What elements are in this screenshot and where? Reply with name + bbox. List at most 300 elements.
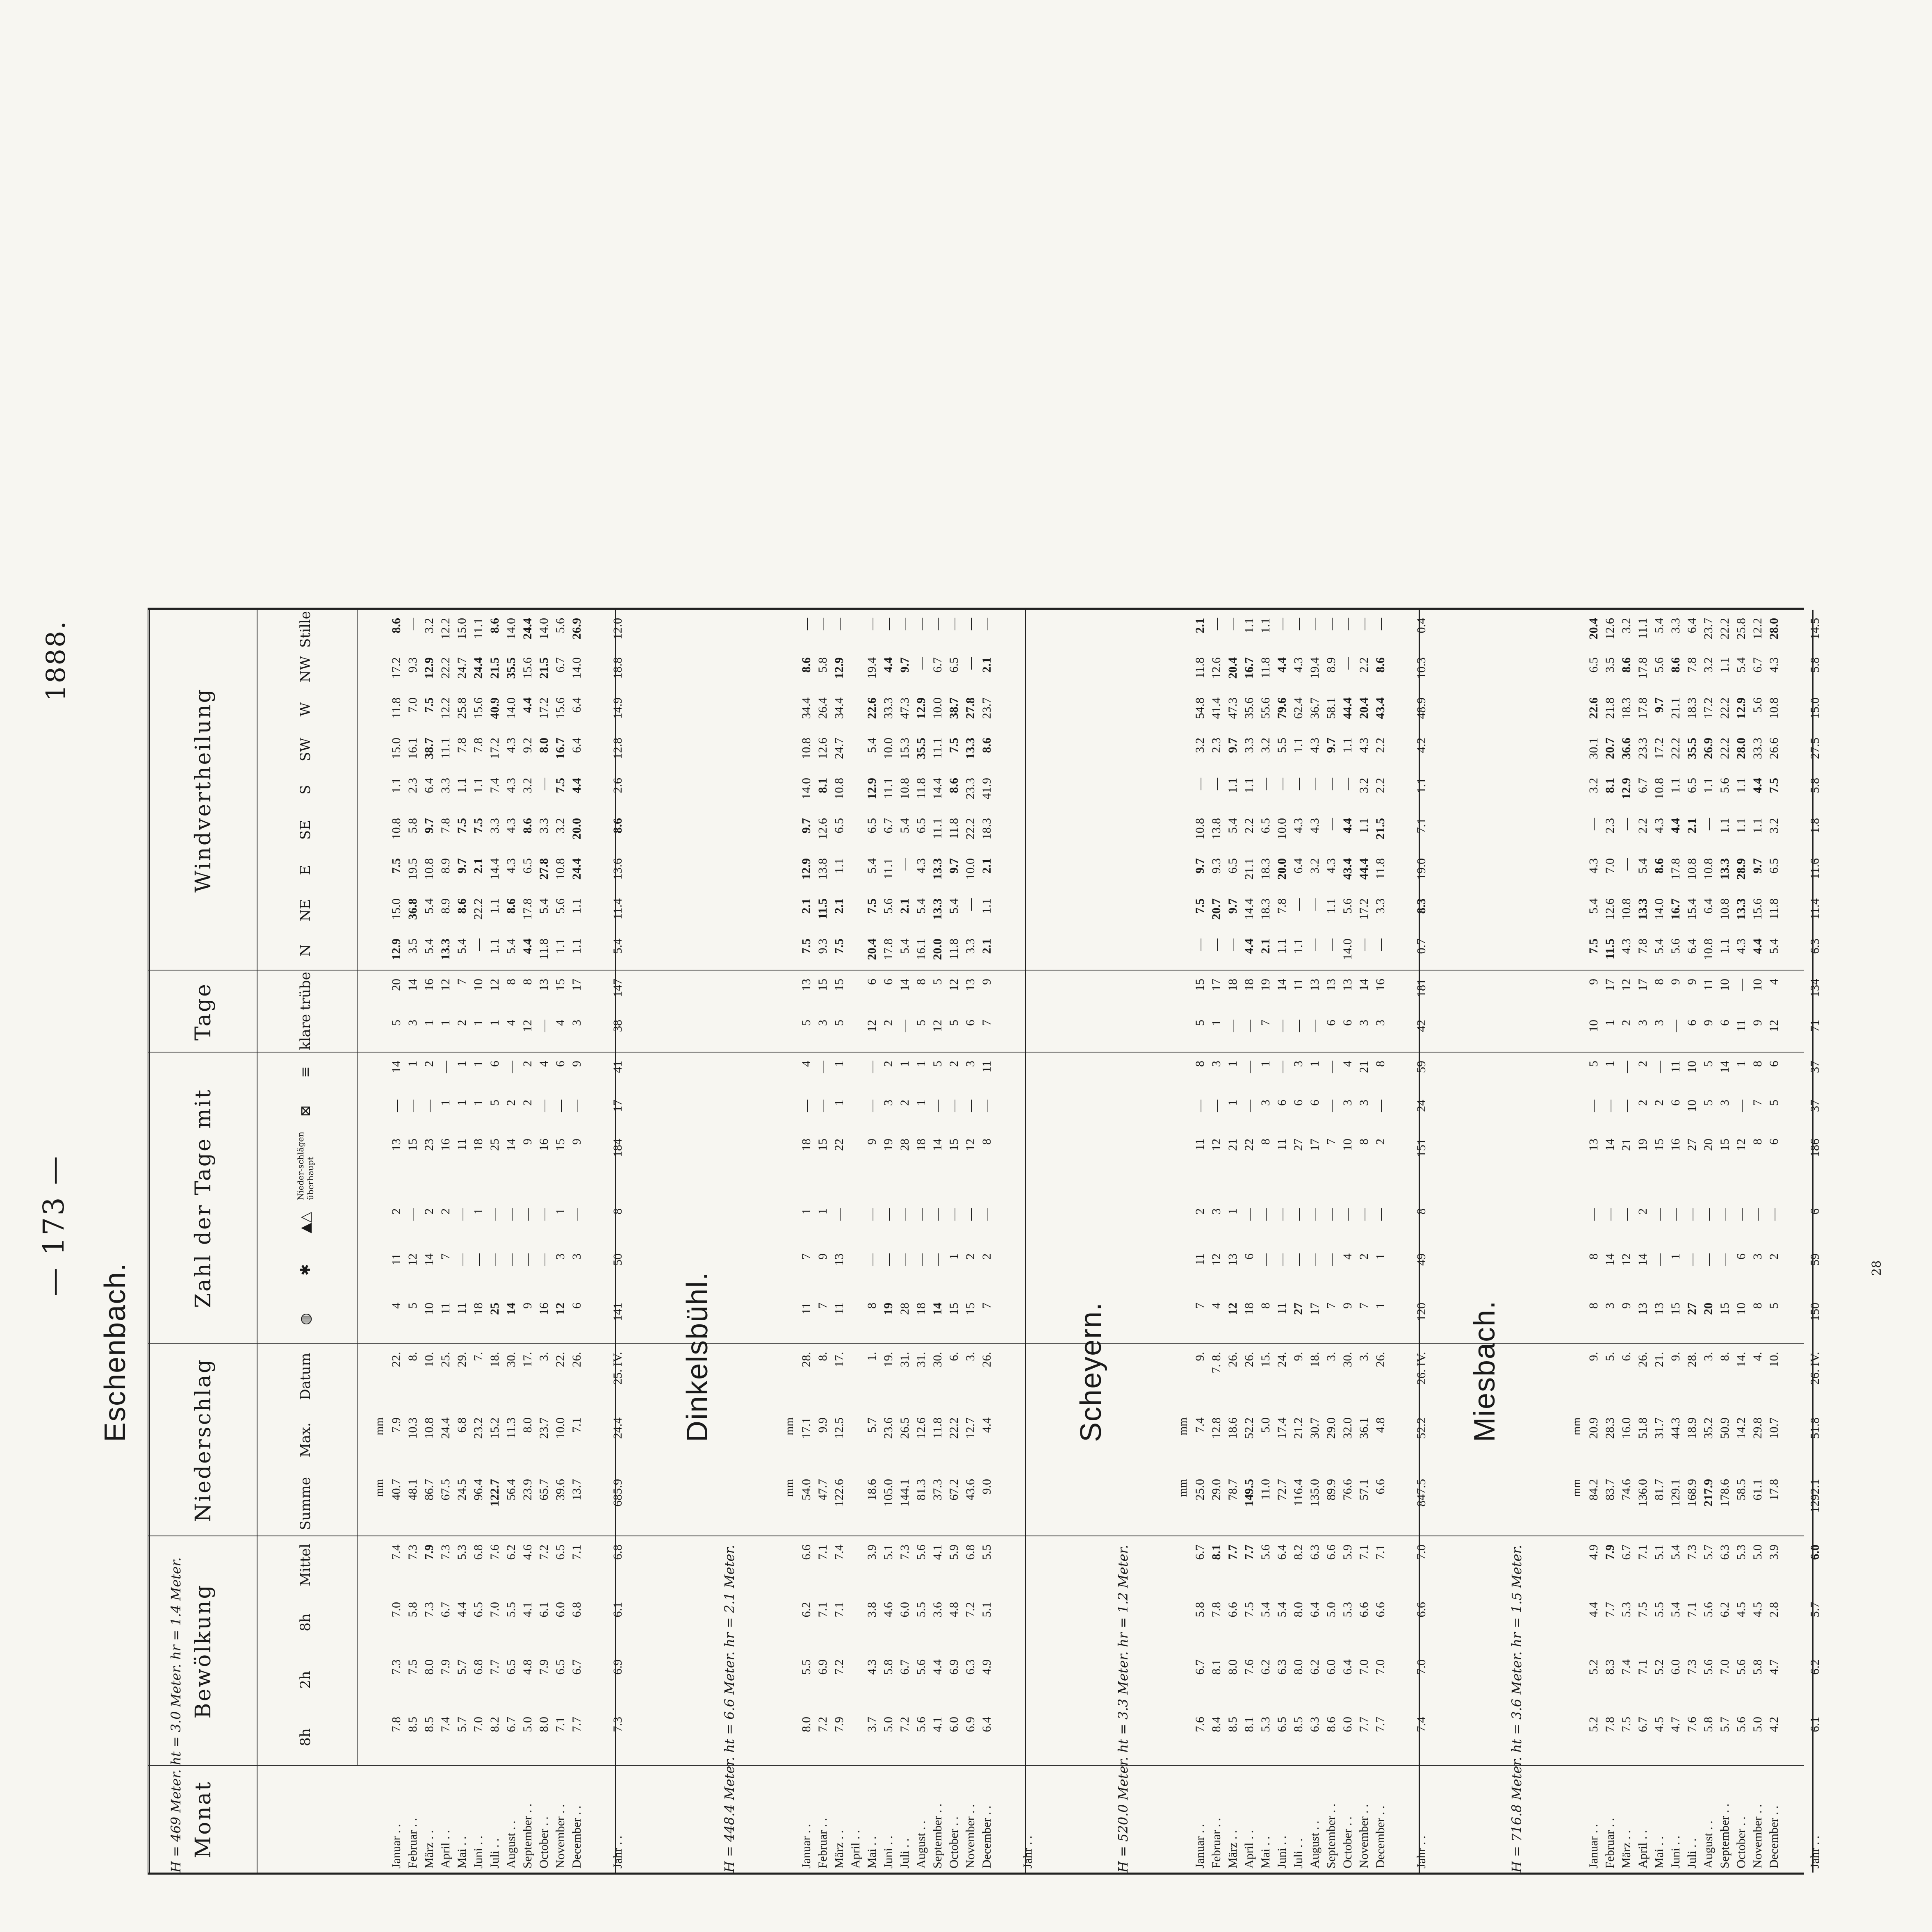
value-cell: 7.4 — [439, 1717, 452, 1732]
value-cell: 37 — [1808, 1061, 1822, 1073]
value-cell: 14. — [1734, 1352, 1748, 1367]
value-cell: 5 — [931, 979, 944, 985]
value-cell: 1.1 — [1751, 818, 1764, 834]
value-cell: 27.5 — [1808, 738, 1822, 759]
value-cell: 5.8 — [1808, 657, 1822, 673]
value-cell: 19. — [882, 1352, 895, 1367]
value-cell: 47.3 — [1226, 697, 1239, 719]
value-cell: 15 — [406, 1139, 419, 1151]
value-cell: 9 — [1702, 1020, 1715, 1026]
month-row — [1751, 610, 1763, 1873]
value-cell: 20.4 — [1226, 657, 1239, 679]
value-cell: 2.1 — [832, 898, 846, 914]
value-cell: 4.3 — [1734, 939, 1748, 954]
value-cell: 7.8 — [472, 738, 485, 753]
value-cell: 6.3 — [1308, 1717, 1321, 1732]
sub-header: NW — [254, 649, 358, 689]
value-cell: 3.9 — [865, 1545, 879, 1560]
value-cell: 3 — [1341, 1100, 1354, 1106]
value-cell: 4.6 — [521, 1545, 534, 1560]
value-cell: 56.4 — [504, 1479, 518, 1501]
value-cell: 20.7 — [1603, 738, 1617, 759]
value-cell: 5.2 — [1587, 1717, 1600, 1732]
value-cell: 4.5 — [1734, 1602, 1748, 1618]
value-cell: — — [1210, 778, 1223, 790]
value-cell: 19 — [882, 1303, 895, 1315]
value-cell: 9.7 — [800, 818, 813, 834]
value-cell: 1.1 — [1357, 818, 1371, 834]
value-cell: 10.7 — [1767, 1417, 1781, 1439]
value-cell: 8.5 — [1292, 1717, 1305, 1732]
climate-table — [99, 608, 1822, 1875]
value-cell: 18.6 — [865, 1479, 879, 1501]
value-cell: 1 — [898, 1061, 911, 1067]
value-cell: 7.8 — [1275, 898, 1289, 914]
value-cell: — — [1193, 778, 1207, 790]
value-cell: 5.4 — [422, 939, 436, 954]
header-monat: Monat — [148, 1766, 257, 1873]
value-cell: 2.2 — [1374, 778, 1387, 793]
value-cell: 6.4 — [1685, 618, 1699, 633]
value-cell: 13 — [1324, 979, 1338, 991]
value-cell: 34.4 — [800, 697, 813, 719]
value-cell: — — [832, 618, 846, 630]
value-cell: 14 — [1636, 1253, 1649, 1266]
value-cell: 7.0 — [406, 697, 419, 713]
value-cell: 4.4 — [1275, 657, 1289, 673]
value-cell: 2.1 — [1685, 818, 1699, 834]
value-cell: — — [570, 1100, 583, 1112]
value-cell: 13.3 — [439, 939, 452, 960]
sub-header: SW — [254, 729, 358, 770]
value-cell: 4.3 — [1292, 818, 1305, 834]
value-cell: 2.1 — [980, 657, 993, 673]
sub-header: Max. — [254, 1409, 358, 1471]
value-cell: 18 — [472, 1139, 485, 1151]
value-cell: — — [1324, 1100, 1338, 1112]
month-label: April . . — [1242, 1830, 1256, 1868]
sub-header: E — [254, 850, 358, 890]
value-cell: 17.2 — [537, 697, 551, 719]
value-cell: 12.2 — [1751, 618, 1764, 640]
value-cell: 6.2 — [504, 1545, 518, 1560]
value-cell: 3.6 — [931, 1602, 944, 1618]
month-label: August . . — [914, 1820, 928, 1868]
value-cell: 18 — [1242, 979, 1256, 991]
value-cell: 1 — [455, 1100, 469, 1106]
value-cell: 7.9 — [1603, 1545, 1617, 1560]
value-cell: 5.2 — [1652, 1659, 1666, 1675]
value-cell: — — [1603, 1100, 1617, 1112]
value-cell: 5.4 — [422, 898, 436, 914]
value-cell: 5 — [1702, 1100, 1715, 1106]
value-cell: 2 — [1652, 1100, 1666, 1106]
value-cell: 13 — [832, 1253, 846, 1266]
value-cell: 18. — [488, 1352, 501, 1367]
month-row — [1357, 610, 1369, 1873]
value-cell: 1292.1 — [1808, 1479, 1822, 1513]
value-cell: 3 — [1652, 1020, 1666, 1026]
value-cell: 12 — [1767, 1020, 1781, 1032]
value-cell: 15.2 — [488, 1417, 501, 1439]
value-cell: — — [537, 778, 551, 790]
value-cell: 2.1 — [980, 858, 993, 874]
value-cell: 23.7 — [980, 697, 993, 719]
month-row — [1210, 610, 1222, 1873]
value-cell: 7.0 — [1374, 1659, 1387, 1675]
value-cell: 7.8 — [1685, 657, 1699, 673]
header-niederschlag: Niederschlag — [148, 1344, 257, 1536]
value-cell: 22.2 — [947, 1417, 961, 1439]
value-cell: 30. — [1341, 1352, 1354, 1367]
value-cell: 1 — [1226, 1061, 1239, 1067]
value-cell: 2.2 — [1357, 657, 1371, 673]
value-cell: 12.6 — [1603, 898, 1617, 920]
value-cell: 1.1 — [488, 939, 501, 954]
value-cell: 6.7 — [504, 1717, 518, 1732]
value-cell: 10 — [1685, 1061, 1699, 1073]
value-cell: 5.8 — [1751, 1659, 1764, 1675]
value-cell: 6.6 — [1415, 1602, 1428, 1618]
value-cell: 4.4 — [1341, 818, 1354, 834]
value-cell: 1.1 — [1242, 778, 1256, 793]
month-row — [914, 610, 927, 1873]
value-cell: — — [537, 1100, 551, 1112]
sub-header: ◍ — [254, 1294, 358, 1344]
value-cell: 1 — [800, 1208, 813, 1214]
value-cell: 5.4 — [1636, 858, 1649, 874]
value-cell: 22.2 — [964, 818, 977, 840]
value-cell: 4 — [1341, 1253, 1354, 1260]
month-row — [455, 610, 467, 1873]
value-cell: — — [1620, 1100, 1633, 1112]
value-cell: 9 — [980, 979, 993, 985]
value-cell: 3 — [1357, 1020, 1371, 1026]
value-cell: 38.7 — [422, 738, 436, 759]
value-cell: — — [1751, 1208, 1764, 1221]
year-row — [1415, 610, 1427, 1873]
value-cell: 12.9 — [832, 657, 846, 679]
value-cell: — — [1210, 1100, 1223, 1112]
value-cell: 5.8 — [1808, 778, 1822, 793]
value-cell: 25. — [439, 1352, 452, 1367]
value-cell: 1.1 — [1292, 738, 1305, 753]
value-cell: 2.1 — [472, 858, 485, 874]
value-cell: 16 — [537, 1139, 551, 1151]
value-cell: 4.3 — [1652, 818, 1666, 834]
value-cell: 1.1 — [390, 778, 403, 793]
value-cell: 7.3 — [611, 1717, 624, 1732]
value-cell: 4.4 — [455, 1602, 469, 1618]
value-cell: 4.7 — [1767, 1659, 1781, 1675]
value-cell: 15 — [816, 979, 829, 991]
value-cell: — — [1292, 898, 1305, 911]
value-cell: 7.7 — [1603, 1602, 1617, 1618]
value-cell: 7.5 — [947, 738, 961, 753]
value-cell: 6.3 — [1808, 939, 1822, 954]
month-row — [865, 610, 877, 1873]
value-cell: — — [865, 618, 879, 630]
value-cell: 8 — [1587, 1303, 1600, 1309]
month-label: September . . — [1718, 1803, 1732, 1868]
value-cell: 1.1 — [980, 898, 993, 914]
value-cell: 11.8 — [1259, 657, 1272, 679]
value-cell: 6 — [488, 1061, 501, 1067]
value-cell: 22.6 — [1587, 697, 1600, 719]
value-cell: 6 — [1308, 1100, 1321, 1106]
month-row — [1226, 610, 1238, 1873]
value-cell: 4.7 — [1669, 1717, 1682, 1732]
month-label: Jahr . . — [611, 1836, 624, 1868]
value-cell: 14.0 — [800, 778, 813, 800]
value-cell: 59 — [1415, 1061, 1428, 1073]
value-cell: 7 — [439, 1253, 452, 1260]
month-row — [1193, 610, 1205, 1873]
value-cell: 5.1 — [1652, 1545, 1666, 1560]
value-cell: 7.1 — [816, 1545, 829, 1560]
value-cell: 11 — [980, 1061, 993, 1073]
value-cell: — — [865, 1253, 879, 1266]
value-cell: 5.6 — [1734, 1717, 1748, 1732]
value-cell: 9.7 — [422, 818, 436, 834]
value-cell: 12.6 — [816, 818, 829, 840]
unit-row — [373, 610, 385, 1873]
value-cell: 13 — [1587, 1139, 1600, 1151]
value-cell: 5 — [1587, 1061, 1600, 1067]
sub-header: S — [254, 770, 358, 810]
value-cell: 18.3 — [1259, 858, 1272, 880]
value-cell: 10 — [1685, 1100, 1699, 1112]
value-cell: 17.2 — [390, 657, 403, 679]
value-cell: 43.4 — [1341, 858, 1354, 880]
value-cell: — — [1308, 1020, 1321, 1032]
value-cell: 16 — [537, 1303, 551, 1315]
value-cell: 8.9 — [439, 898, 452, 914]
value-cell: — — [1357, 1208, 1371, 1221]
value-cell: 86.7 — [422, 1479, 436, 1501]
value-cell: — — [1702, 1208, 1715, 1221]
month-row — [472, 610, 484, 1873]
value-cell: 18 — [1242, 1303, 1256, 1315]
value-cell: 3.9 — [1767, 1545, 1781, 1560]
value-cell: 5 — [390, 1020, 403, 1026]
value-cell: 59 — [1808, 1253, 1822, 1266]
value-cell: 7.1 — [816, 1602, 829, 1618]
value-cell: 8.2 — [488, 1717, 501, 1732]
value-cell: 8.6 — [390, 618, 403, 633]
value-cell: 8.0 — [537, 738, 551, 753]
value-cell: 11 — [455, 1303, 469, 1315]
value-cell: 7.5 — [865, 898, 879, 914]
value-cell: 5.9 — [947, 1545, 961, 1560]
value-cell: 10.8 — [390, 818, 403, 840]
value-cell: 6.4 — [1685, 939, 1699, 954]
value-cell: 17.8 — [1636, 657, 1649, 679]
value-cell: 2 — [1357, 1253, 1371, 1260]
value-cell: 6.7 — [1636, 1717, 1649, 1732]
value-cell: 14.4 — [1242, 898, 1256, 920]
year-rule — [1419, 610, 1420, 1873]
value-cell: 27 — [1292, 1139, 1305, 1151]
value-cell: 8.0 — [422, 1659, 436, 1675]
value-cell: 11.4 — [611, 898, 624, 920]
value-cell: — — [1603, 1208, 1617, 1221]
value-cell: 7 — [1193, 1303, 1207, 1309]
value-cell: — — [1357, 618, 1371, 630]
value-cell: 5.8 — [406, 1602, 419, 1618]
value-cell: 5.6 — [1751, 697, 1764, 713]
value-cell: 7.8 — [1603, 1717, 1617, 1732]
value-cell: 1 — [1734, 1061, 1748, 1067]
value-cell: 3.2 — [554, 818, 567, 834]
value-cell: — — [1324, 818, 1338, 830]
value-cell: — — [1718, 1253, 1732, 1266]
value-cell: — — [898, 1253, 911, 1266]
value-cell: 8 — [1259, 1139, 1272, 1145]
value-cell: 17 — [1636, 979, 1649, 991]
value-cell: 4.8 — [521, 1659, 534, 1675]
value-cell: 55.6 — [1259, 697, 1272, 719]
value-cell: 26. — [1226, 1352, 1239, 1367]
value-cell: — — [816, 618, 829, 630]
value-cell: 14 — [1718, 1061, 1732, 1073]
value-cell: 18 — [914, 1303, 928, 1315]
value-cell: 44.4 — [1341, 697, 1354, 719]
value-cell: 15 — [816, 1139, 829, 1151]
value-cell: 11.1 — [882, 778, 895, 799]
value-cell: 20 — [390, 979, 403, 991]
value-cell: 4.3 — [1308, 818, 1321, 834]
value-cell: 6.5 — [947, 657, 961, 673]
value-cell: 15 — [1193, 979, 1207, 991]
value-cell: 17.8 — [1767, 1479, 1781, 1501]
value-cell: 168.9 — [1685, 1479, 1699, 1507]
value-cell: 25. IV. — [611, 1352, 624, 1385]
value-cell: — — [980, 1100, 993, 1112]
value-cell: 4.3 — [504, 858, 518, 874]
value-cell: 2 — [947, 1061, 961, 1067]
value-cell: 31. — [914, 1352, 928, 1367]
value-cell: 6.4 — [422, 778, 436, 793]
value-cell: 3 — [1259, 1100, 1272, 1106]
value-cell: 10.8 — [1767, 697, 1781, 719]
value-cell: 24.7 — [832, 738, 846, 759]
month-row — [390, 610, 402, 1873]
value-cell: 11.5 — [816, 898, 829, 919]
value-cell: — — [882, 618, 895, 630]
value-cell: 20 — [1702, 1303, 1715, 1315]
value-cell: 19.4 — [865, 657, 879, 679]
value-cell: 52.2 — [1415, 1417, 1428, 1439]
value-cell: 13.3 — [964, 738, 977, 759]
value-cell: 19.0 — [1415, 858, 1428, 880]
month-label: December . . — [980, 1805, 993, 1868]
value-cell: 5.4 — [455, 939, 469, 954]
value-cell: 24. — [1275, 1352, 1289, 1367]
value-cell: 9. — [1193, 1352, 1207, 1361]
value-cell: 6.5 — [1226, 858, 1239, 874]
month-row — [537, 610, 549, 1873]
value-cell: 3 — [882, 1100, 895, 1106]
value-cell: 5.4 — [898, 939, 911, 954]
year-rule — [1025, 610, 1026, 1873]
value-cell: 15.6 — [472, 697, 485, 719]
value-cell: 44.3 — [1669, 1417, 1682, 1439]
value-cell: 12.9 — [1734, 697, 1748, 719]
value-cell: 54.8 — [1193, 697, 1207, 719]
value-cell: 24.4 — [611, 1417, 624, 1439]
value-cell: 20 — [1702, 1139, 1715, 1151]
value-cell: 12.2 — [439, 618, 452, 640]
value-cell: 7.4 — [1415, 1717, 1428, 1732]
value-cell: — — [1620, 858, 1633, 870]
value-cell: 1 — [1603, 1061, 1617, 1067]
value-cell: 4 — [390, 1303, 403, 1309]
value-cell: 1.1 — [1718, 818, 1732, 834]
value-cell: 8.0 — [537, 1717, 551, 1732]
value-cell: 10.8 — [1685, 858, 1699, 880]
value-cell: 5.5 — [1652, 1602, 1666, 1618]
value-cell: 6.0 — [898, 1602, 911, 1618]
month-label: Juni . . — [472, 1835, 485, 1868]
value-cell: 5.4 — [1275, 1602, 1289, 1618]
value-cell: 6.3 — [1718, 1545, 1732, 1560]
value-cell: 4 — [537, 1061, 551, 1067]
value-cell: 6 — [1808, 1208, 1822, 1214]
value-cell: 6.8 — [472, 1659, 485, 1675]
value-cell: 4 — [504, 1020, 518, 1026]
value-cell: 15.6 — [554, 697, 567, 719]
value-cell: 12 — [1620, 979, 1633, 991]
value-cell: 2 — [1636, 1061, 1649, 1067]
value-cell: 51.8 — [1808, 1417, 1822, 1439]
value-cell: 147 — [611, 979, 624, 997]
value-cell: 8 — [1374, 1061, 1387, 1067]
value-cell: 25 — [488, 1303, 501, 1315]
value-cell: — — [1587, 1208, 1600, 1221]
value-cell: 4.9 — [980, 1659, 993, 1675]
value-cell: 17.2 — [488, 738, 501, 759]
value-cell: 62.4 — [1292, 697, 1305, 719]
value-cell: 217.9 — [1702, 1479, 1715, 1507]
value-cell: — — [1587, 1100, 1600, 1112]
value-cell: 11 — [1292, 979, 1305, 991]
value-cell: 20.7 — [1210, 898, 1223, 920]
value-cell: 23.9 — [521, 1479, 534, 1501]
value-cell: 10.8 — [832, 778, 846, 800]
value-cell: 5 — [1767, 1303, 1781, 1309]
value-cell: 28. — [1685, 1352, 1699, 1367]
value-cell: 10.0 — [1275, 818, 1289, 840]
value-cell: 6.1 — [1808, 1717, 1822, 1732]
sub-header: klare — [254, 1012, 358, 1053]
value-cell: 1.1 — [1275, 939, 1289, 954]
value-cell: — — [1587, 818, 1600, 830]
value-cell: 5.5 — [1275, 738, 1289, 753]
value-cell: 6.6 — [800, 1545, 813, 1560]
value-cell: 16.7 — [1242, 657, 1256, 679]
value-cell: 4.3 — [865, 1659, 879, 1675]
value-cell: 1 — [832, 1061, 846, 1067]
station-title: Eschenbach. — [99, 1262, 132, 1442]
value-cell: — — [1308, 1253, 1321, 1266]
value-cell: 22. — [390, 1352, 403, 1367]
value-cell: 5.4 — [537, 898, 551, 914]
value-cell: 4.4 — [1242, 939, 1256, 954]
value-cell: 5.6 — [1702, 1659, 1715, 1675]
value-cell: 11 — [1702, 979, 1715, 991]
value-cell: 150 — [1808, 1303, 1822, 1321]
